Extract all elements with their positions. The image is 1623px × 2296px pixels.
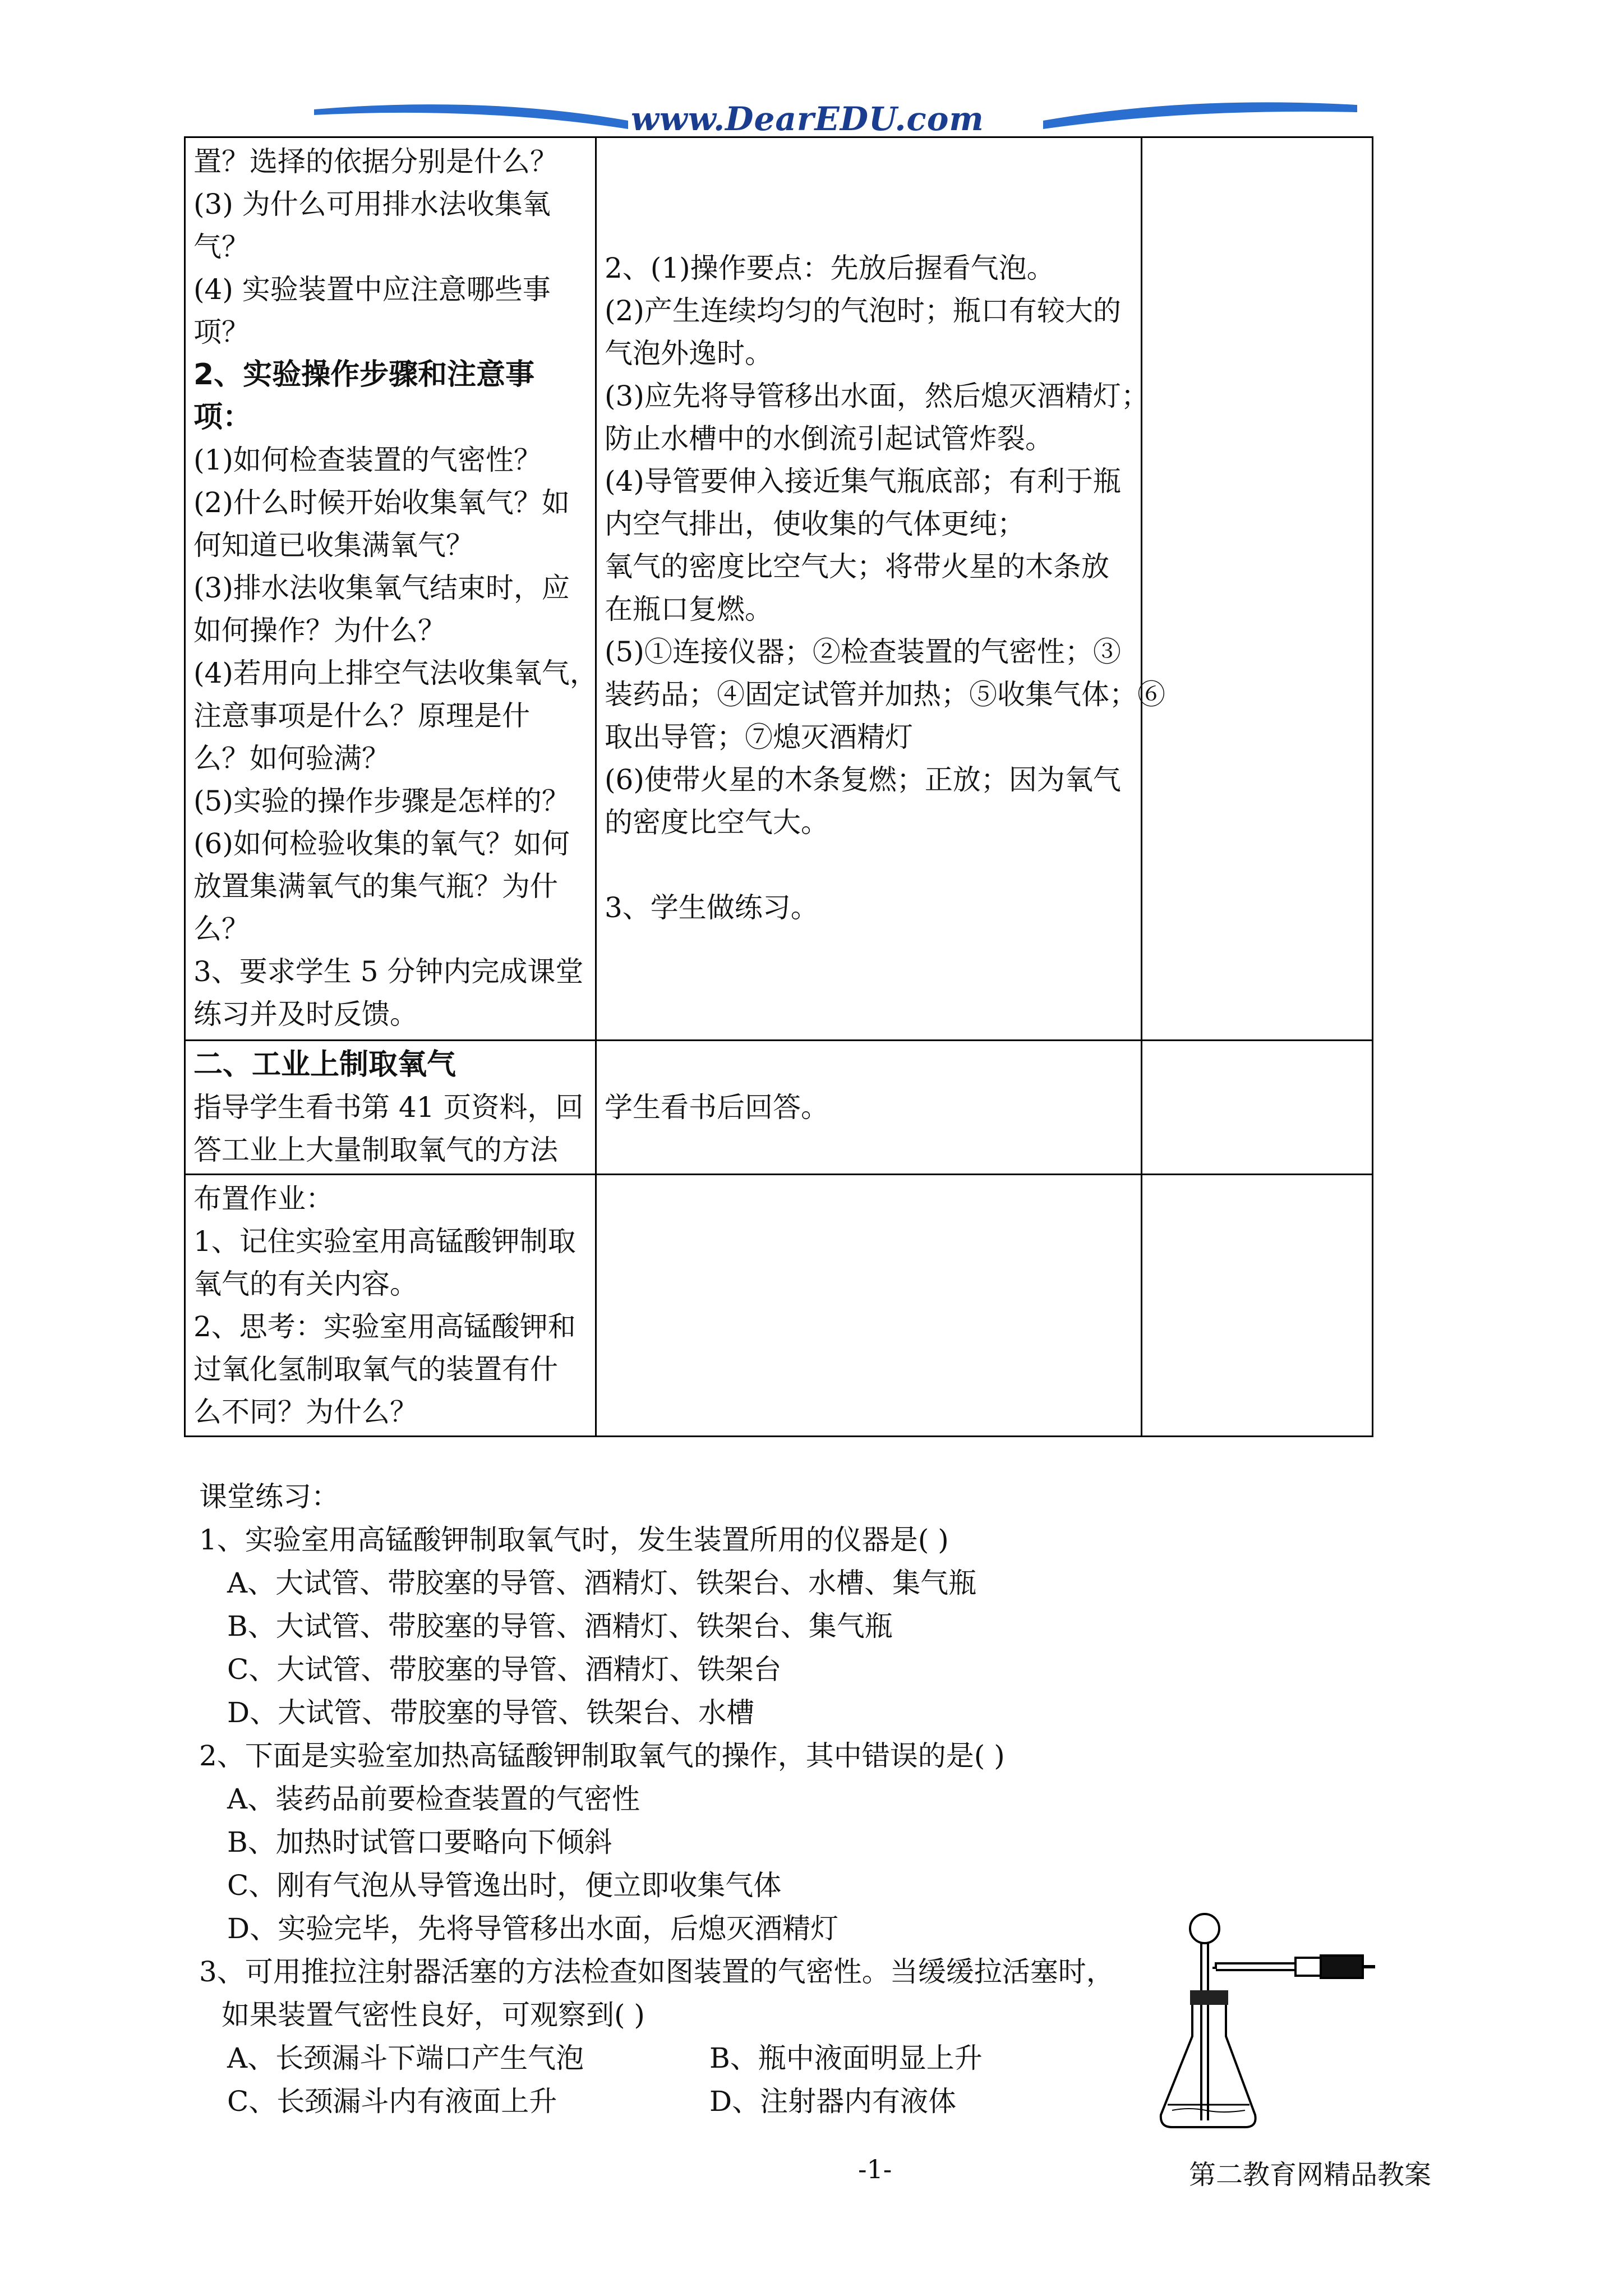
text-line: (5)实验的操作步骤是怎样的？ (193, 785, 570, 817)
question-option: B、大试管、带胶塞的导管、酒精灯、铁架台、集气瓶 (227, 1610, 893, 1642)
table-row (185, 1041, 1373, 1175)
question-option: A、大试管、带胶塞的导管、酒精灯、铁架台、水槽、集气瓶 (227, 1567, 977, 1599)
text-line: (4) 实验装置中应注意哪些事 (193, 273, 551, 306)
student-activity-cell (596, 137, 1165, 1041)
text-line: 2、思考：实验室用高锰酸钾和 (193, 1310, 576, 1343)
text-line: 置？选择的依据分别是什么？ (193, 145, 558, 178)
text-line: (3)排水法收集氧气结束时，应 (193, 572, 570, 604)
text-line: 放置集满氧气的集气瓶？为什 (193, 870, 558, 903)
text-line: 练习并及时反馈。 (193, 998, 418, 1030)
teacher-activity-cell (185, 1175, 596, 1437)
exercises-title: 课堂练习： (199, 1480, 339, 1513)
text-line: 布置作业： (193, 1182, 334, 1215)
text-line: 如何操作？为什么？ (193, 614, 446, 647)
page-number: -1- (858, 2154, 892, 2184)
question-options-row (199, 2080, 1114, 2123)
question-1: 1、实验室用高锰酸钾制取氧气时，发生装置所用的仪器是( ) (199, 1524, 949, 1556)
text-line: 1、记住实验室用高锰酸钾制取 (193, 1225, 576, 1258)
text-line: 学生看书后回答。 (605, 1091, 829, 1124)
text-line: 项？ (193, 316, 250, 348)
text-line: 2、(1)操作要点：先放后握看气泡。 (605, 252, 1055, 284)
text-line: 么不同？为什么？ (193, 1396, 418, 1428)
text-line: 指导学生看书第 41 页资料，回 (193, 1091, 584, 1124)
question-option: A、长颈漏斗下端口产生气泡 (227, 2042, 584, 2074)
text-line: (4)若用向上排空气法收集氧气， (193, 657, 598, 689)
student-activity-cell (596, 1041, 1142, 1175)
lesson-table (184, 136, 1373, 1437)
text-line: 何知道已收集满氧气？ (193, 529, 474, 562)
text-line: 3、学生做练习。 (605, 891, 819, 924)
text-line: (1)如何检查装置的气密性？ (193, 444, 542, 476)
flask-apparatus-illustration (1155, 1907, 1380, 2132)
text-line: 3、要求学生 5 分钟内完成课堂 (193, 955, 584, 988)
question-3: 3、可用推拉注射器活塞的方法检查如图装置的气密性。当缓缓拉活塞时， (199, 1955, 1114, 1988)
question-option: C、刚有气泡从导管逸出时，便立即收集气体 (227, 1869, 782, 1902)
text-line: 在瓶口复燃。 (605, 593, 773, 625)
question-2: 2、下面是实验室加热高锰酸钾制取氧气的操作，其中错误的是( ) (199, 1740, 1005, 1772)
text-line: (5)①连接仪器；②检查装置的气密性；③ (605, 636, 1121, 668)
text-line: (3) 为什么可用排水法收集氧 (193, 188, 551, 220)
question-option: B、瓶中液面明显上升 (709, 2042, 983, 2074)
header-site-name: www.DearEDU.com (631, 100, 984, 138)
question-option: C、长颈漏斗内有液面上升 (227, 2085, 557, 2118)
question-option: D、大试管、带胶塞的导管、铁架台、水槽 (227, 1696, 755, 1729)
text-line: (6)使带火星的木条复燃；正放；因为氧气 (605, 763, 1121, 796)
table-row (185, 137, 1373, 1041)
text-line: (2)产生连续均匀的气泡时；瓶口有较大的 (605, 295, 1121, 327)
classroom-exercises (199, 1475, 1114, 2123)
text-line: (4)导管要伸入接近集气瓶底部；有利于瓶 (605, 465, 1121, 498)
text-line: 的密度比空气大。 (605, 806, 829, 839)
notes-cell (1142, 1041, 1373, 1175)
student-activity-cell (596, 1175, 1142, 1437)
text-line: 氧气的密度比空气大；将带火星的木条放 (605, 550, 1109, 583)
question-options-row (199, 2037, 1114, 2080)
question-option: C、大试管、带胶塞的导管、酒精灯、铁架台 (227, 1653, 782, 1686)
text-line: 气泡外逸时。 (605, 337, 773, 370)
text-line: (2)什么时候开始收集氧气？如 (193, 486, 570, 519)
section-heading: 二、工业上制取氧气 (193, 1048, 457, 1082)
text-line: 装药品；④固定试管并加热；⑤收集气体；⑥ (605, 678, 1165, 711)
text-line: 取出导管；⑦熄灭酒精灯 (605, 721, 913, 753)
notes-cell (1142, 1175, 1373, 1437)
text-line: 气？ (193, 231, 250, 263)
question-option: B、加热时试管口要略向下倾斜 (227, 1826, 612, 1858)
footer-source: 第二教育网精品教案 (1189, 2159, 1432, 2191)
teacher-activity-cell (185, 1041, 596, 1175)
table-row (185, 1175, 1373, 1437)
notes-cell (1142, 137, 1373, 1041)
text-line: 内空气排出，使收集的气体更纯； (605, 508, 1025, 540)
text-line: 过氧化氢制取氧气的装置有什 (193, 1353, 558, 1386)
section-heading: 2、实验操作步骤和注意事 (193, 358, 535, 392)
text-line: 答工业上大量制取氧气的方法 (193, 1134, 558, 1166)
question-3-continuation: 如果装置气密性良好，可观察到( ) (222, 1999, 645, 2031)
text-line: (6)如何检验收集的氧气？如何 (193, 827, 570, 860)
text-line: 么？如何验满？ (193, 742, 390, 775)
text-line: 注意事项是什么？原理是什 (193, 700, 530, 732)
text-line: 氧气的有关内容。 (193, 1268, 418, 1300)
section-heading: 项： (193, 401, 252, 434)
teacher-activity-cell (185, 137, 596, 1041)
question-option: D、注射器内有液体 (709, 2085, 957, 2118)
question-option: D、实验完毕，先将导管移出水面，后熄灭酒精灯 (227, 1912, 839, 1945)
question-option: A、装药品前要检查装置的气密性 (227, 1783, 640, 1815)
text-line: 么？ (193, 913, 250, 945)
text-line: 防止水槽中的水倒流引起试管炸裂。 (605, 422, 1053, 455)
text-line: (3)应先将导管移出水面，然后熄灭酒精灯； (605, 380, 1149, 412)
